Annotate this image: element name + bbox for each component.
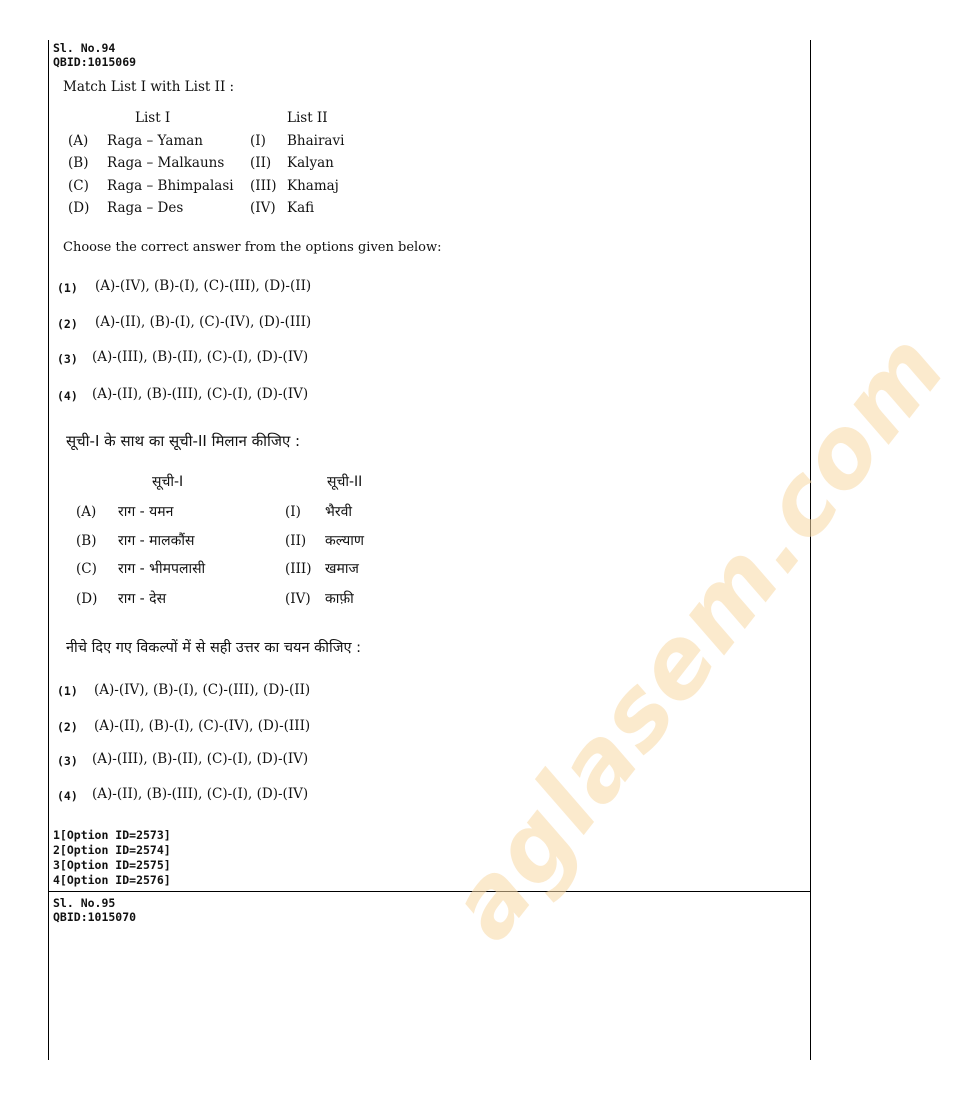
hi-option-number-2: (2) (57, 720, 78, 734)
row-label-i: (I) (250, 133, 266, 149)
option-number-4: (4) (57, 389, 78, 403)
option-text-2: (A)-(II), (B)-(I), (C)-(IV), (D)-(III) (95, 314, 312, 330)
row-text-i: Bhairavi (287, 133, 345, 149)
row-text-d: Raga – Des (107, 200, 184, 216)
hi-row-text-ii: कल्याण (325, 533, 365, 549)
option-id-4: 4[Option ID=2576] (53, 873, 171, 887)
option-text-4: (A)-(II), (B)-(III), (C)-(I), (D)-(IV) (92, 386, 309, 402)
option-number-3: (3) (57, 352, 78, 366)
row-label-b: (B) (68, 155, 89, 171)
hi-row-text-d: राग - देस (118, 591, 167, 607)
hi-option-text-4: (A)-(II), (B)-(III), (C)-(I), (D)-(IV) (92, 786, 309, 802)
row-text-c: Raga – Bhimpalasi (107, 178, 234, 194)
watermark: aglasem.com (427, 311, 968, 961)
question-prompt-hi: सूची-I के साथ का सूची-II मिलान कीजिए : (66, 432, 301, 450)
hi-row-label-c: (C) (76, 561, 97, 577)
option-text-1: (A)-(IV), (B)-(I), (C)-(III), (D)-(II) (95, 278, 312, 294)
row-text-iv: Kafi (287, 200, 315, 216)
hi-row-label-d: (D) (76, 591, 98, 607)
hi-row-text-i: भैरवी (325, 504, 352, 520)
row-label-d: (D) (68, 200, 90, 216)
option-number-2: (2) (57, 317, 78, 331)
hi-option-text-3: (A)-(III), (B)-(II), (C)-(I), (D)-(IV) (92, 751, 309, 767)
hi-row-label-a: (A) (76, 504, 97, 520)
hi-row-text-iii: खमाज (325, 561, 359, 577)
qbid-next: QBID:1015070 (53, 910, 137, 924)
hi-row-text-a: राग - यमन (118, 504, 174, 520)
row-text-b: Raga – Malkauns (107, 155, 225, 171)
row-label-c: (C) (68, 178, 89, 194)
hi-option-number-4: (4) (57, 789, 78, 803)
hi-row-label-iv: (IV) (285, 591, 311, 607)
hi-row-label-iii: (III) (285, 561, 312, 577)
question-prompt-en: Match List I with List II : (63, 79, 235, 95)
option-id-1: 1[Option ID=2573] (53, 828, 171, 842)
row-label-iv: (IV) (250, 200, 276, 216)
option-id-3: 3[Option ID=2575] (53, 858, 171, 872)
qbid: QBID:1015069 (53, 55, 137, 69)
hi-row-text-c: राग - भीमपलासी (118, 561, 206, 577)
instruction-hi: नीचे दिए गए विकल्पों में से सही उत्तर का चयन कीजिए : (66, 640, 362, 656)
hi-option-number-3: (3) (57, 754, 78, 768)
hi-row-label-i: (I) (285, 504, 301, 520)
hi-option-text-1: (A)-(IV), (B)-(I), (C)-(III), (D)-(II) (94, 682, 311, 698)
list1-header-hi: सूची-I (152, 474, 184, 490)
hi-row-label-ii: (II) (285, 533, 307, 549)
list1-header-en: List I (135, 110, 171, 126)
hi-row-text-iv: काफ़ी (325, 591, 354, 607)
serial-number-next: Sl. No.95 (53, 896, 116, 910)
row-text-a: Raga – Yaman (107, 133, 204, 149)
hi-row-label-b: (B) (76, 533, 97, 549)
row-text-iii: Khamaj (287, 178, 339, 194)
page-frame-left (48, 40, 49, 1060)
option-id-2: 2[Option ID=2574] (53, 843, 171, 857)
row-text-ii: Kalyan (287, 155, 334, 171)
option-number-1: (1) (57, 281, 78, 295)
hi-option-number-1: (1) (57, 684, 78, 698)
list2-header-en: List II (287, 110, 328, 126)
row-label-ii: (II) (250, 155, 272, 171)
option-text-3: (A)-(III), (B)-(II), (C)-(I), (D)-(IV) (92, 349, 309, 365)
hi-row-text-b: राग - मालकौंस (118, 533, 195, 549)
instruction-en: Choose the correct answer from the options given below: (63, 240, 442, 255)
row-label-iii: (III) (250, 178, 277, 194)
serial-number: Sl. No.94 (53, 41, 116, 55)
row-label-a: (A) (68, 133, 89, 149)
list2-header-hi: सूची-II (327, 474, 363, 490)
hi-option-text-2: (A)-(II), (B)-(I), (C)-(IV), (D)-(III) (94, 718, 311, 734)
